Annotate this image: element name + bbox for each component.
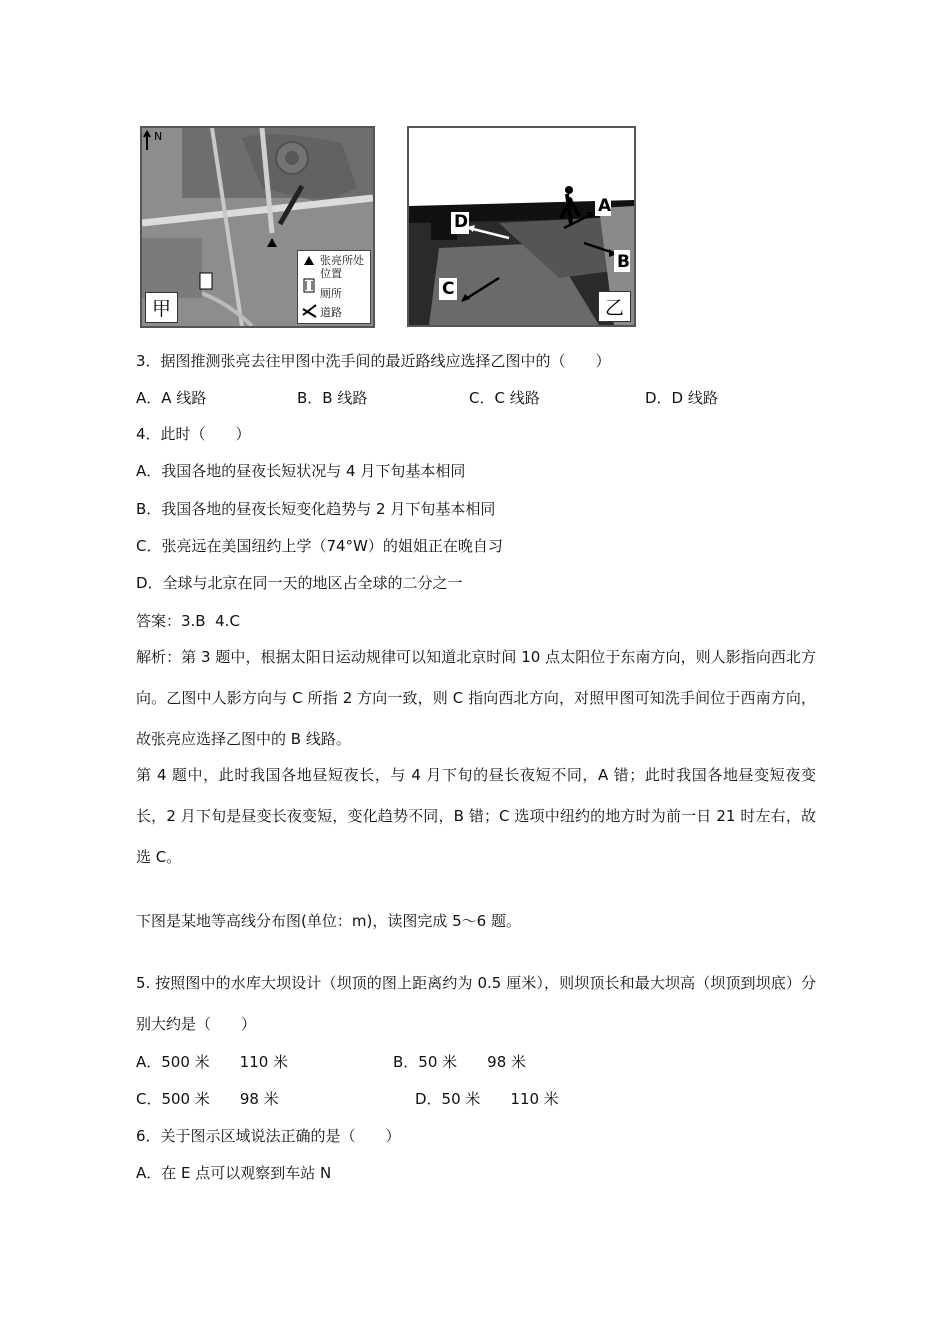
map-figure-jia	[140, 126, 375, 328]
q5-option-b: B．50 米 98 米	[393, 1053, 527, 1071]
q5-option-c: C．500 米 98 米	[136, 1090, 279, 1108]
q3-stem: 3．据图推测张亮去往甲图中洗手间的最近路线应选择乙图中的（ ）	[136, 352, 611, 370]
north-label: N	[154, 130, 163, 143]
answer-line: 答案：3.B 4.C	[136, 612, 240, 630]
legend-toilet-label: 厕所	[320, 287, 342, 300]
map-legend	[297, 250, 371, 324]
q4-option-a: A．我国各地的昼夜长短状况与 4 月下旬基本相同	[136, 462, 466, 480]
figure-label-yi: 乙	[598, 291, 631, 322]
q5-stem: 5. 按照图中的水库大坝设计（坝顶的图上距离约为 0.5 厘米），则坝顶长和最大坝高（坝顶到坝底）分别大约是（ ）	[136, 974, 816, 1033]
route-label-d: D	[454, 212, 469, 232]
q4-option-c: C．张亮远在美国纽约上学（74°W）的姐姐正在晚自习	[136, 537, 503, 555]
section-intro: 下图是某地等高线分布图(单位：m)，读图完成 5～6 题。	[136, 912, 521, 930]
q3-option-d: D．D 线路	[645, 389, 718, 407]
route-label-a: A	[598, 196, 612, 216]
photo-figure-yi	[407, 126, 636, 327]
q5-option-a: A．500 米 110 米	[136, 1053, 289, 1071]
q6-stem: 6．关于图示区域说法正确的是（ ）	[136, 1127, 401, 1145]
legend-icons	[300, 251, 320, 323]
q4-option-d: D．全球与北京在同一天的地区占全球的二分之一	[136, 574, 463, 592]
legend-position-label: 张亮所处位置	[320, 254, 364, 280]
q5-option-d: D．50 米 110 米	[415, 1090, 559, 1108]
route-label-c: C	[442, 279, 455, 299]
legend-position-icon	[304, 256, 314, 265]
q3-option-b: B．B 线路	[297, 389, 368, 407]
analysis-paragraph-1: 解析：第 3 题中，根据太阳日运动规律可以知道北京时间 10 点太阳位于东南方向，则人影指向西北方向。乙图中人影方向与 C 所指 2 方向一致，则 C 指向西北方向，对照甲图可知洗手间位于西南方向，故张亮应选择乙图中的 B 线路。	[136, 648, 816, 748]
q3-option-a: A．A 线路	[136, 389, 207, 407]
q3-option-c: C．C 线路	[469, 389, 540, 407]
toilet-icon	[200, 273, 212, 289]
figure-label-jia: 甲	[145, 292, 178, 323]
q4-stem: 4．此时（ ）	[136, 425, 251, 443]
legend-road-icon	[303, 305, 316, 317]
q4-option-b: B．我国各地的昼夜长短变化趋势与 2 月下旬基本相同	[136, 500, 496, 518]
legend-road-label: 道路	[320, 306, 342, 319]
analysis-paragraph-2: 第 4 题中，此时我国各地昼短夜长，与 4 月下旬的昼长夜短不同，A 错；此时我国各地昼变短夜变长，2 月下旬是昼变长夜变短，变化趋势不同，B 错；C 选项中纽约的地方时为前一日 21 时左右，故选 C。	[136, 766, 816, 866]
q6-option-a: A．在 E 点可以观察到车站 N	[136, 1164, 332, 1182]
route-label-b: B	[617, 252, 630, 272]
